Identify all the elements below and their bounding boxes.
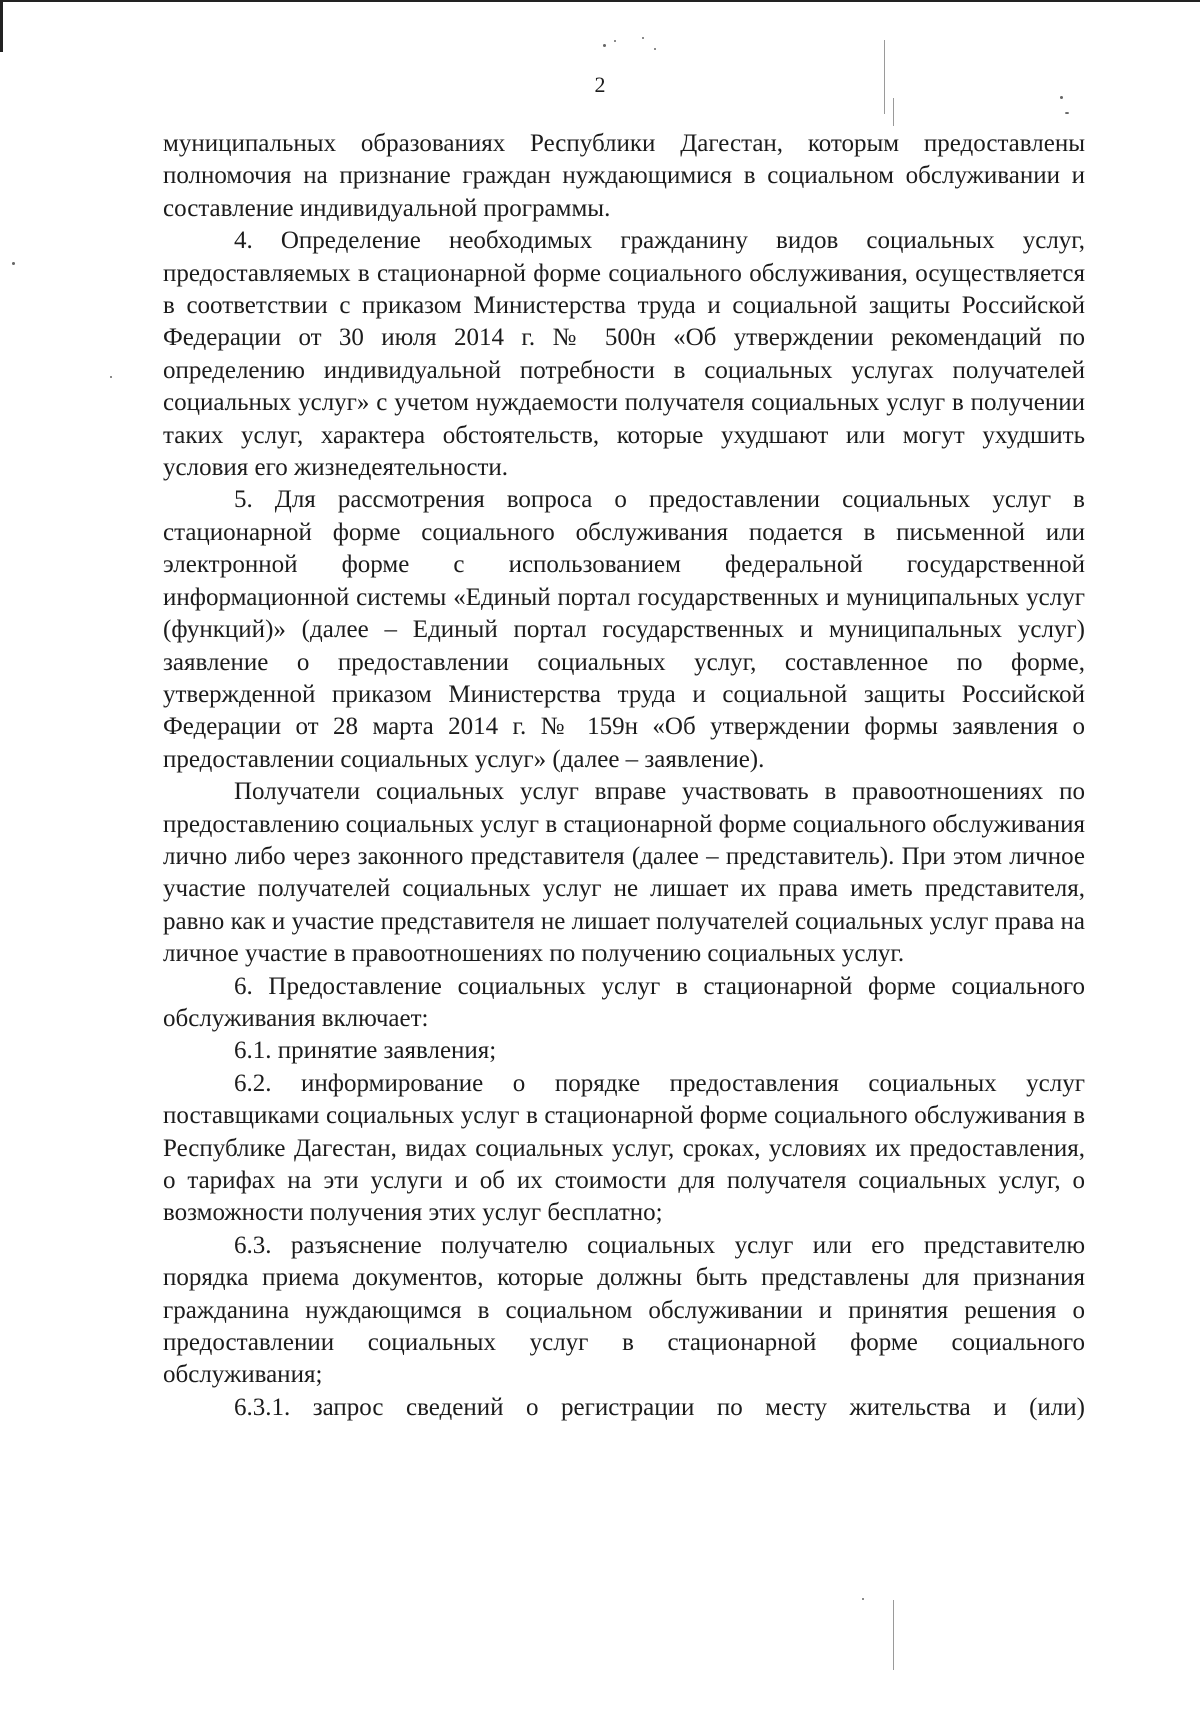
paragraph-continuation: муниципальных образованиях Республики Дагестан, которым предоставлены полномочия на признание граждан нуждающимися в социальном обслуживании и составление индивидуальной программы.	[163, 130, 1085, 222]
scan-speck	[603, 44, 606, 47]
scan-speck	[862, 1598, 864, 1600]
paragraph-5: 5. Для рассмотрения вопроса о предоставлении социальных услуг в стационарной форме социального обслуживания подается в письменной или электронной форме с использованием федеральной государственной информационной системы «Единый портал государственных и муниципальных услуг (функций)» (далее – Единый портал государственных и муниципальных услуг) заявление о предоставлении социальных услуг, составленное по форме, утвержденной приказом Министерства труда и социальной защиты Российской Федерации от 28 марта 2014 г. № 159н «Об утверждении формы заявления о предоставлении социальных услуг» (далее – заявление).	[163, 486, 1085, 773]
scan-speck	[642, 37, 644, 39]
scan-edge-left	[0, 0, 3, 52]
paragraph-6: 6. Предоставление социальных услуг в стационарной форме социального обслуживания включает:	[163, 972, 1085, 1032]
page-number: 2	[594, 72, 606, 97]
scan-edge-top	[0, 0, 1200, 2]
paragraph-6-3: 6.3. разъяснение получателю социальных услуг или его представителю порядка приема документов, которые должны быть представлены для признания гражданина нуждающимся в социальном обслуживании и принятия решения о предоставлении социальных услуг в стационарной форме социального обслуживания;	[163, 1231, 1085, 1389]
scan-speck	[110, 376, 112, 378]
paragraph-6-1: 6.1. принятие заявления;	[234, 1037, 497, 1065]
paragraph-6-2: 6.2. информирование о порядке предоставления социальных услуг поставщиками социальных услуг в стационарной форме социального обслуживания в Республике Дагестан, видах социальных услуг, сроках, условиях их предоставления, о тарифах на эти услуги и об их стоимости для получателя социальных услуг, о возможности получения этих услуг бесплатно;	[163, 1069, 1085, 1227]
scan-speck	[12, 262, 15, 265]
scan-streak	[893, 98, 894, 126]
scan-streak	[893, 1600, 894, 1670]
paragraph-6-3-1: 6.3.1. запрос сведений о регистрации по месту жительства и (или)	[234, 1393, 1085, 1421]
scan-speck	[614, 40, 616, 42]
paragraph-representatives: Получатели социальных услуг вправе участвовать в правоотношениях по предоставлению социальных услуг в стационарной форме социального обслуживания лично либо через законного представителя (далее – представитель). При этом личное участие получателей социальных услуг не лишает их права иметь представителя, равно как и участие представителя не лишает получателей социальных услуг права на личное участие в правоотношениях по получению социальных услуг.	[163, 778, 1085, 968]
scan-speck	[654, 48, 656, 50]
paragraph-4: 4. Определение необходимых гражданину видов социальных услуг, предоставляемых в стационарной форме социального обслуживания, осуществляется в соответствии с приказом Министерства труда и социальной защиты Российской Федерации от 30 июля 2014 г. № 500н «Об утверждении рекомендаций по определению индивидуальной потребности в социальных услугах получателей социальных услуг» с учетом нуждаемости получателя социальных услуг в получении таких услуг, характера обстоятельств, которые ухудшают или могут ухудшить условия его жизнедеятельности.	[163, 227, 1085, 482]
scan-speck	[1065, 112, 1069, 114]
document-body	[163, 128, 1085, 1424]
